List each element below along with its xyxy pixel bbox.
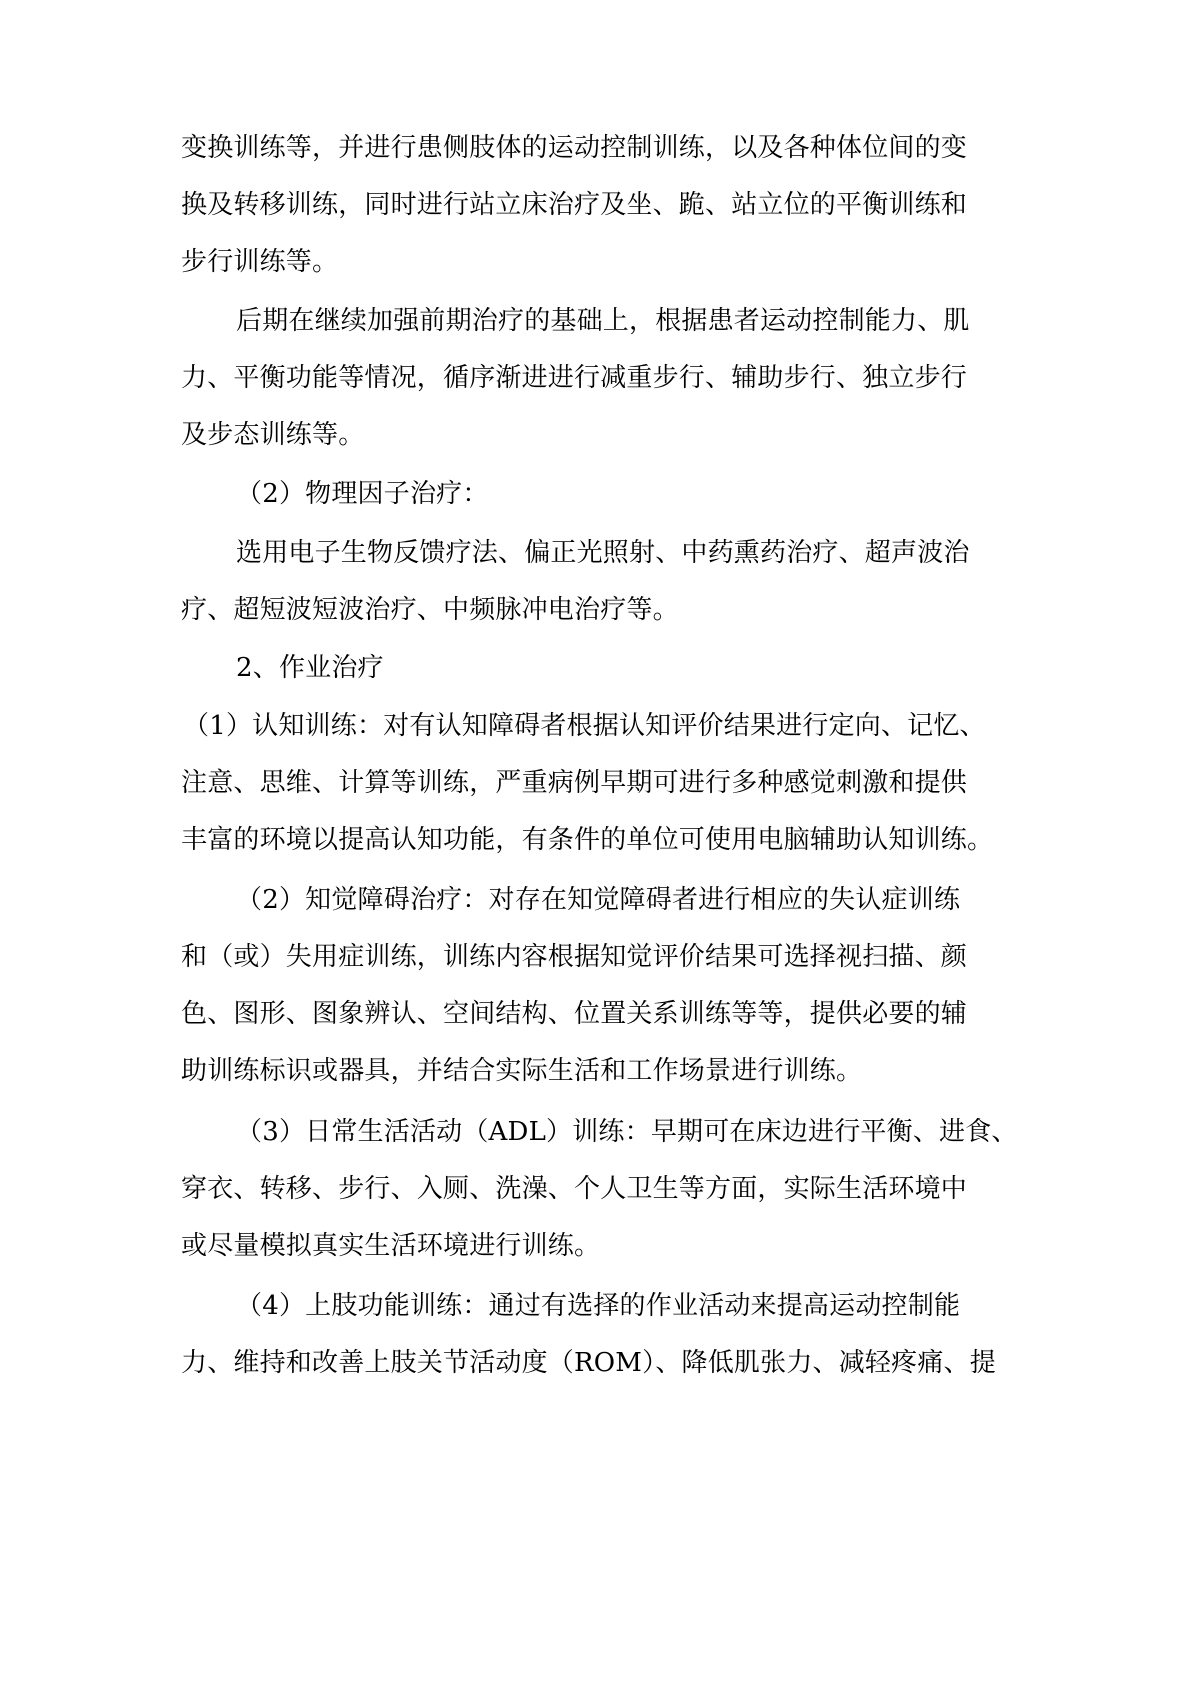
paragraph-first-line: 选用电子生物反馈疗法、偏正光照射、中药熏药治疗、超声波治 xyxy=(236,538,970,568)
section-heading: （2）物理因子治疗： xyxy=(236,479,489,509)
text-line: 和（或）失用症训练，训练内容根据知觉评价结果可选择视扫描、颜 xyxy=(181,942,968,972)
text-line: 丰富的环境以提高认知功能，有条件的单位可使用电脑辅助认知训练。 xyxy=(181,825,994,855)
paragraph-first-line: （1）认知训练：对有认知障碍者根据认知评价结果进行定向、记忆、 xyxy=(183,711,986,741)
text-line: 力、维持和改善上肢关节活动度（ROM）、降低肌张力、减轻疼痛、提 xyxy=(181,1348,996,1378)
text-line: 色、图形、图象辨认、空间结构、位置关系训练等等，提供必要的辅 xyxy=(181,999,968,1029)
text-line: 穿衣、转移、步行、入厕、洗澡、个人卫生等方面，实际生活环境中 xyxy=(181,1174,968,1204)
paragraph-first-line: 后期在继续加强前期治疗的基础上，根据患者运动控制能力、肌 xyxy=(236,306,970,336)
text-line: 助训练标识或器具，并结合实际生活和工作场景进行训练。 xyxy=(181,1056,863,1086)
text-line: 变换训练等，并进行患侧肢体的运动控制训练，以及各种体位间的变 xyxy=(181,133,968,163)
paragraph-first-line: （4）上肢功能训练：通过有选择的作业活动来提高运动控制能 xyxy=(236,1291,961,1321)
paragraph-first-line: （2）知觉障碍治疗：对存在知觉障碍者进行相应的失认症训练 xyxy=(236,885,961,915)
text-line: 换及转移训练，同时进行站立床治疗及坐、跪、站立位的平衡训练和 xyxy=(181,190,968,220)
text-line: 或尽量模拟真实生活环境进行训练。 xyxy=(181,1231,601,1261)
text-line: 注意、思维、计算等训练，严重病例早期可进行多种感觉刺激和提供 xyxy=(181,768,968,798)
text-line: 步行训练等。 xyxy=(181,247,339,277)
text-line: 力、平衡功能等情况，循序渐进进行减重步行、辅助步行、独立步行 xyxy=(181,363,968,393)
text-line: 及步态训练等。 xyxy=(181,420,365,450)
paragraph-first-line: （3）日常生活活动（ADL）训练：早期可在床边进行平衡、进食、 xyxy=(236,1117,1018,1147)
text-line: 疗、超短波短波治疗、中频脉冲电治疗等。 xyxy=(181,595,679,625)
section-heading: 2、作业治疗 xyxy=(236,653,384,683)
